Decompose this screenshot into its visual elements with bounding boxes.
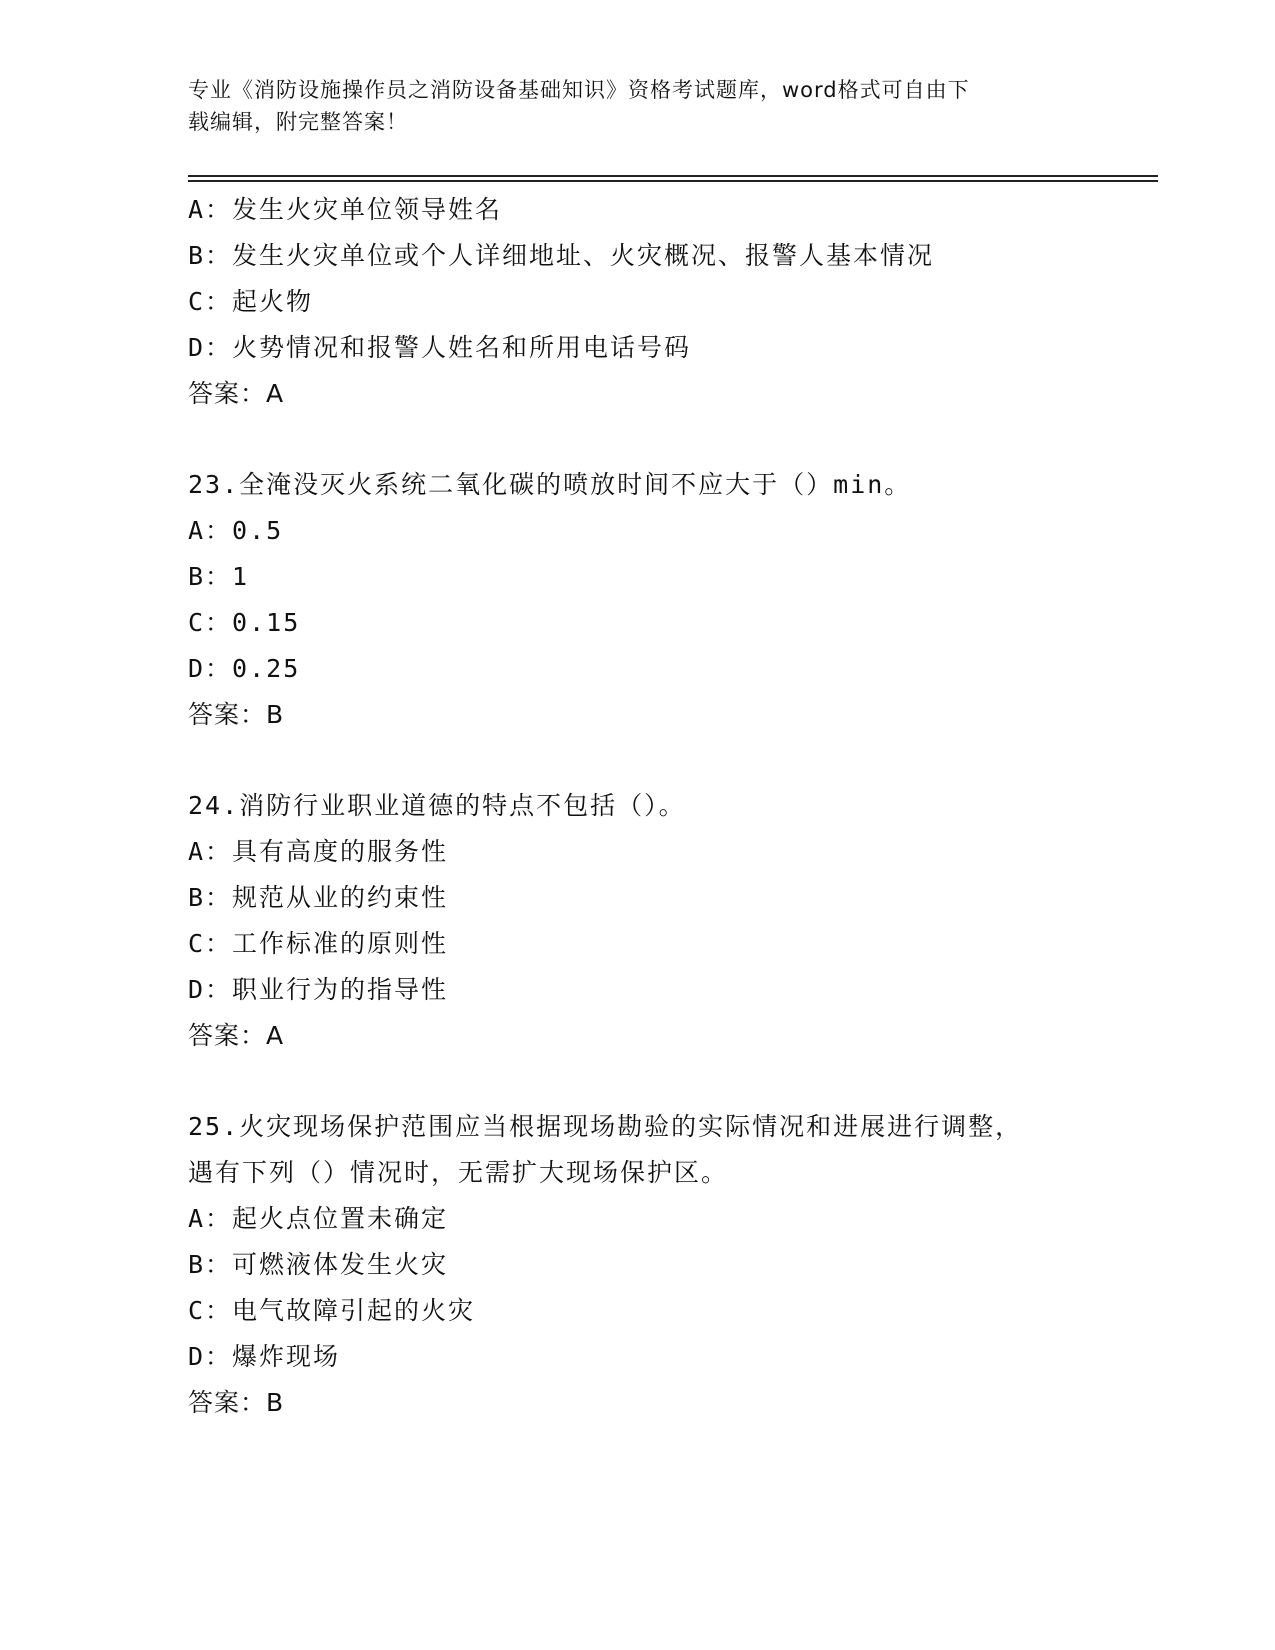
option-a: A：发生火灾单位领导姓名 [188, 195, 503, 224]
option-d: D：职业行为的指导性 [188, 975, 449, 1004]
spacer [188, 417, 1088, 462]
option-d: D：爆炸现场 [188, 1342, 341, 1371]
question-stem-line-1: 25.火灾现场保护范围应当根据现场勘验的实际情况和进展进行调整， [188, 1112, 1023, 1141]
header-line-1: 专业《消防设施操作员之消防设备基础知识》资格考试题库，word格式可自由下 [188, 78, 970, 102]
spacer [188, 738, 1088, 783]
option-c: C：起火物 [188, 287, 314, 316]
header-divider-bottom [188, 180, 1158, 182]
document-header [188, 74, 1068, 138]
header-divider-top [188, 175, 1158, 177]
option-b: B：发生火灾单位或个人详细地址、火灾概况、报警人基本情况 [188, 241, 935, 270]
answer: 答案：A [188, 1021, 285, 1050]
option-a: A：起火点位置未确定 [188, 1204, 449, 1233]
question-list [188, 187, 1088, 1426]
option-b: B：可燃液体发生火灾 [188, 1250, 449, 1279]
option-d: D：火势情况和报警人姓名和所用电话号码 [188, 333, 692, 362]
question-stem: 23.全淹没灭火系统二氧化碳的喷放时间不应大于（）min。 [188, 470, 912, 499]
answer: 答案：A [188, 379, 285, 408]
option-c: C：电气故障引起的火灾 [188, 1296, 476, 1325]
option-b: B：规范从业的约束性 [188, 883, 449, 912]
question-23 [188, 462, 1088, 738]
answer: 答案：B [188, 1388, 285, 1417]
option-c: C：0.15 [188, 608, 301, 637]
option-d: D：0.25 [188, 654, 301, 683]
answer: 答案：B [188, 700, 285, 729]
question-25 [188, 1104, 1088, 1426]
spacer [188, 1059, 1088, 1104]
option-a: A：具有高度的服务性 [188, 837, 449, 866]
question-stem: 24.消防行业职业道德的特点不包括（）。 [188, 791, 686, 820]
option-a: A：0.5 [188, 516, 284, 545]
question-24 [188, 783, 1088, 1059]
question-22 [188, 187, 1088, 417]
option-b: B：1 [188, 562, 250, 591]
header-line-2: 载编辑，附完整答案！ [188, 110, 408, 134]
option-c: C：工作标准的原则性 [188, 929, 449, 958]
question-stem-line-2: 遇有下列（）情况时，无需扩大现场保护区。 [188, 1158, 729, 1187]
